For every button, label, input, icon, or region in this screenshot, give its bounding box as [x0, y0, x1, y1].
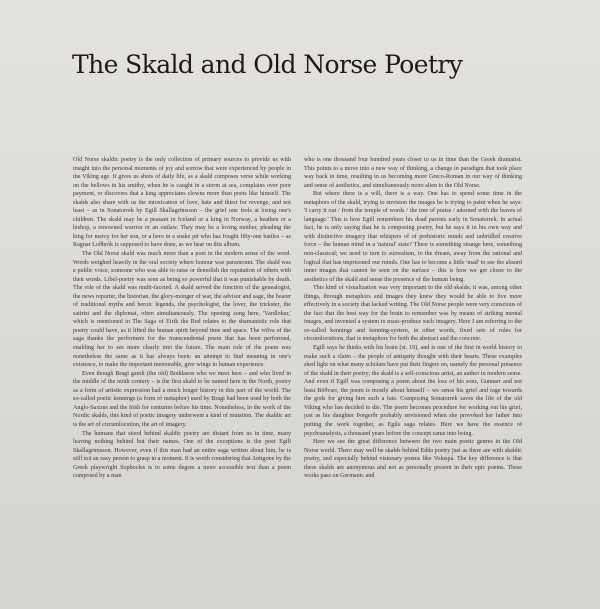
paragraph: Here we see the great difference between the two main poetic genres in the Old Norse world. There may well be skalds behind Edda poetry just as there are with skaldic poetry, and especially behind visionary poems like Voluspá. The key difference is that these skalds are anonymous and not as personally present in their epic poems. These works pass on Germanic and: [304, 439, 522, 480]
right-text-column: [304, 156, 522, 481]
paragraph: Old Norse skaldic poetry is the only collection of primary sources to provide us with insight into the personal moments of joy and sorrow that were experienced by people in the Viking age. It gives us shots of daily life, as a skald composes verse while working on the bellows in his smithy, when he is caught in a storm at sea, complains over poor payment, or discovers that a king appreciates clowns more than poets like himself. The skalds also share with us the intoxication of love, hate and thirst for revenge, and not least – as in Sonatorrek by Egill Skallagrimsson – the grief one feels at losing one's children. The skald may be a peasant in Iceland or a king in Norway, a heathen or a bishop, a renowned warrior or an outlaw. They may be a loving mother, pleading the king for mercy for her son, or a hero in a snake pit who has fought fifty-one battles – as Ragnar Loðbrók is supposed to have done, as we hear on this album.: [73, 157, 291, 249]
paragraph: Egill says he thinks with his brain (st. 19), and is one of the first in world history to make such a claim – the people of antiquity thought with their hearts. These examples shed light on what many scholars have put their fingers on, namely the personal presence of the skald in their poetry; the skald is a self-conscious artist, an author in modern sense. And even if Egill was composing a poem about the loss of his sons, Gunnarr and not least Böðvarr, the poem is mostly about himself – we sense his grief and rage towards the gods for giving him such a fate. Composing Sonatorrek saves the life of the old Viking who has decided to die. The poem becomes procedure for working out his grief, just as his daughter Þorgerðr probably envisioned when she provoked her father into putting the work together, as Egils saga relates. Here we have the essence of psychoanalysis, a thousand years before the concept came into being.: [304, 345, 522, 437]
paragraph: But where there is a will, there is a way. One has to spend some time in the metaphors of the skald, trying to envision the images he is trying to paint when he says: 'I carry it out / from the temple of words / the tree of praise / adorned with the leaves of language.' This is how Egill remembers his dead parents early in Sonatorrek. In actual fact, he is only saying that he is composing poetry, but he says it in his own way and with distinctive imagery that whispers of of prehistoric minds and unbridled creative force – the human mind in a 'natural' state? There is something strange here, something non-classical; we need to turn to surrealism, to the dream, away from the rational and logical that has imprisoned our minds. One has to become a little 'mad' to see the absurd inner images that cannot be seen on the surface – this is how we get closer to the aesthetics of the skald and sense the presence of the human being.: [304, 191, 522, 283]
paragraph: Even though Bragi gamli (the old) Boddason who we meet here – and who lived in the middle of the ninth century – is the first skald to be named here in the North, poetry as a form of artistic expression had a much longer history in this part of the world. The so-called poetic kennings (a form of metaphor) used by Bragi had been used by both the Anglo-Saxons and the Irish for centuries before his time. Nonetheless, in the work of the Nordic skalds, this kind of poetic imagery underwent a kind of mutation. The skaldic art is the art of circumlocution, the art of imagery.: [73, 370, 291, 428]
paragraph: The Old Norse skald was much more than a poet in the modern sense of the word. Words weighed heavily in the oral society where honour was paramount. The skald was a public voice, someone who was able to raise or demolish the reputation of others with their words. Libel-poetry was seen as being so powerful that it was punishable by death. The role of the skald was multi-faceted. A skald served the function of the genealogist, the news reporter, the historian, the glory-monger of war, the advisor and sage, the bearer of traditional myths and heroic legends, the psychologist, the lover, the trickster, the satirist and the diplomat, often simultaneously. The opening song here, 'Vardlokur,' which is mentioned in The Saga of Eirik the Red relates to the shamanistic role that poetry could have, as it lifted the human spirit beyond time and space. The völva of the saga thanks the performers for the transcendental poem that has been performed, enabling her to see more clearly into the future. The main role of the poem was nonetheless the same as it has always been: an attempt to find meaning in one's existence, to make the important memorable, give wings to human experience.: [73, 251, 291, 369]
paragraph: This kind of visualization was very important to the old skalds; it was, among other things, through metaphors and images they knew they would be able to live more effectively in a society that lacked writing. The Old Norse people were very conscious of the fact that the best way for the brain to remember was by means of striking mental images, and invented a system to mass-produce such imagery. Here I am referring to the so-called kennings and kenning-system, in other words, fixed sets of rules for circumlocutions, that is metaphors for both the abstract and the concrete.: [304, 285, 522, 343]
paragraph: The humans that stood behind skaldic poetry are distant from us in time, many leaving nothing behind but their names. One of the exceptions is the poet Egill Skallagrimsson. However, even if this man had an entire saga written about him, he is still not an easy person to grasp in a moment. It is worth considering that Antigone by the Greek playwright Sophocles is to some degree a more accessible text than a poem composed by a man: [73, 430, 291, 480]
page-title: The Skald and Old Norse Poetry: [72, 50, 463, 79]
paragraph: who is one thousand four hundred years closer to us in time than the Greek dramatist. This points to a move into a new way of thinking, a change in paradigm that took place way back in time, resulting in us becoming more Greco-Roman in our way of thinking and sense of aesthetics, and simultaneously more alien to the Old Norse.: [304, 157, 522, 189]
left-text-column: [73, 156, 291, 481]
